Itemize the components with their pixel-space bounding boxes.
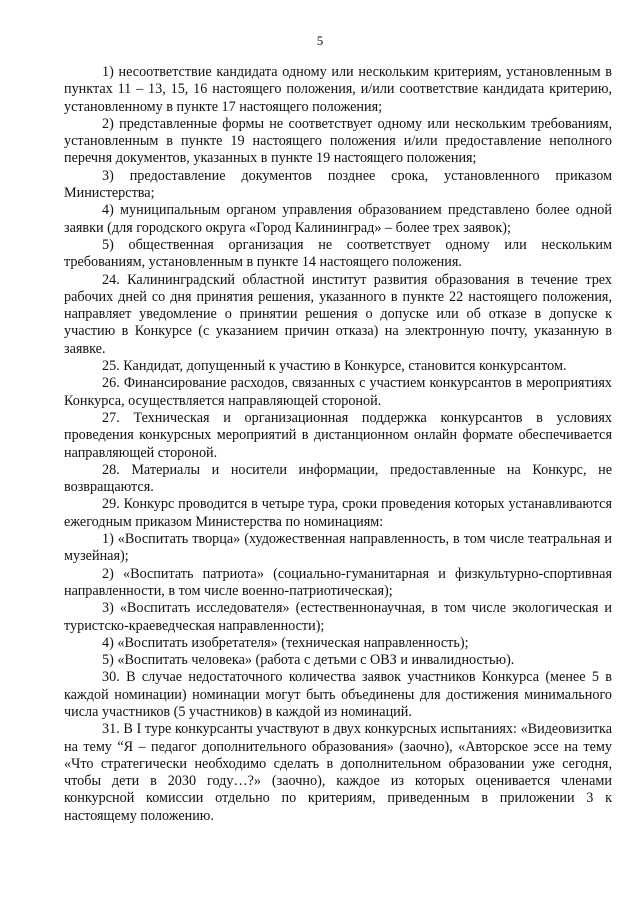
nomination-3: 3) «Воспитать исследователя» (естественнонаучная, в том числе экологическая и туристско-краеведческая направленности); [64,600,612,634]
paragraph-24: 24. Калининградский областной институт развития образования в течение трех рабочих дней со дня принятия решения, указанного в пункте 22 настоящего положения, направляет уведомление о принятии решения о допуске или об отказе в допуске к участию в Конкурсе (с указанием причин отказа) на электронную почту, указанную в заявке. [64,271,612,357]
document-body [64,64,612,825]
paragraph-28: 28. Материалы и носители информации, предоставленные на Конкурс, не возвращаются. [64,461,612,496]
nomination-1: 1) «Воспитать творца» (художественная направленность, в том числе театральная и музейная); [64,531,612,565]
paragraph-23-3: 3) предоставление документов позднее срока, установленного приказом Министерства; [64,167,612,202]
paragraph-25: 25. Кандидат, допущенный к участию в Конкурсе, становится конкурсантом. [102,358,567,375]
nomination-2: 2) «Воспитать патриота» (социально-гуманитарная и физкультурно-спортивная направленности, в том числе военно-патриотическая); [64,565,612,599]
paragraph-29: 29. Конкурс проводится в четыре тура, сроки проведения которых устанавливаются ежегодным приказом Министерства по номинациям: [64,496,612,530]
paragraph-23-2: 2) представленные формы не соответствует одному или нескольким требованиям, установленным в пункте 19 настоящего положения и/или предоставление неполного перечня документов, указанных в пункте 19 настоящего положения; [64,115,612,167]
nomination-4: 4) «Воспитать изобретателя» (техническая направленность); [102,634,469,651]
nomination-5: 5) «Воспитать человека» (работа с детьми с ОВЗ и инвалидностью). [102,652,515,669]
paragraph-30: 30. В случае недостаточного количества заявок участников Конкурса (менее 5 в каждой номинации) номинации могут быть объединены для достижения минимального числа участников (5 участников) в каждой из номинаций. [64,669,612,720]
page-number: 5 [316,33,324,48]
paragraph-23-4: 4) муниципальным органом управления образованием представлено более одной заявки (для городского округа «Город Калининград» – более трех заявок); [64,202,612,236]
paragraph-26: 26. Финансирование расходов, связанных с участием конкурсантов в мероприятиях Конкурса, осуществляется направляющей стороной. [64,375,612,409]
paragraph-23-5: 5) общественная организация не соответствует одному или нескольким требованиям, установленным в пункте 14 настоящего положения. [64,236,612,271]
paragraph-31: 31. В I туре конкурсанты участвуют в двух конкурсных испытаниях: «Видеовизитка на тему “Я – педагог дополнительного образования» (заочно), «Авторское эссе на тему «Что стратегически необходимо сделать в дополнительном образовании уже сегодня, чтобы дети в 2030 году…?» (заочно), каждое из которых оценивается членами конкурсной комиссии отдельно по критериям, приведенным в приложении 3 к настоящему положению. [64,721,612,824]
paragraph-27: 27. Техническая и организационная поддержка конкурсантов в условиях проведения конкурсных мероприятий в дистанционном онлайн формате обеспечивается направляющей стороной. [64,409,612,461]
paragraph-23-1: 1) несоответствие кандидата одному или нескольким критериям, установленным в пунктах 11 – 13, 15, 16 настоящего положения, и/или соответствие кандидата критерию, установленному в пункте 17 настоящего положения; [64,64,612,115]
